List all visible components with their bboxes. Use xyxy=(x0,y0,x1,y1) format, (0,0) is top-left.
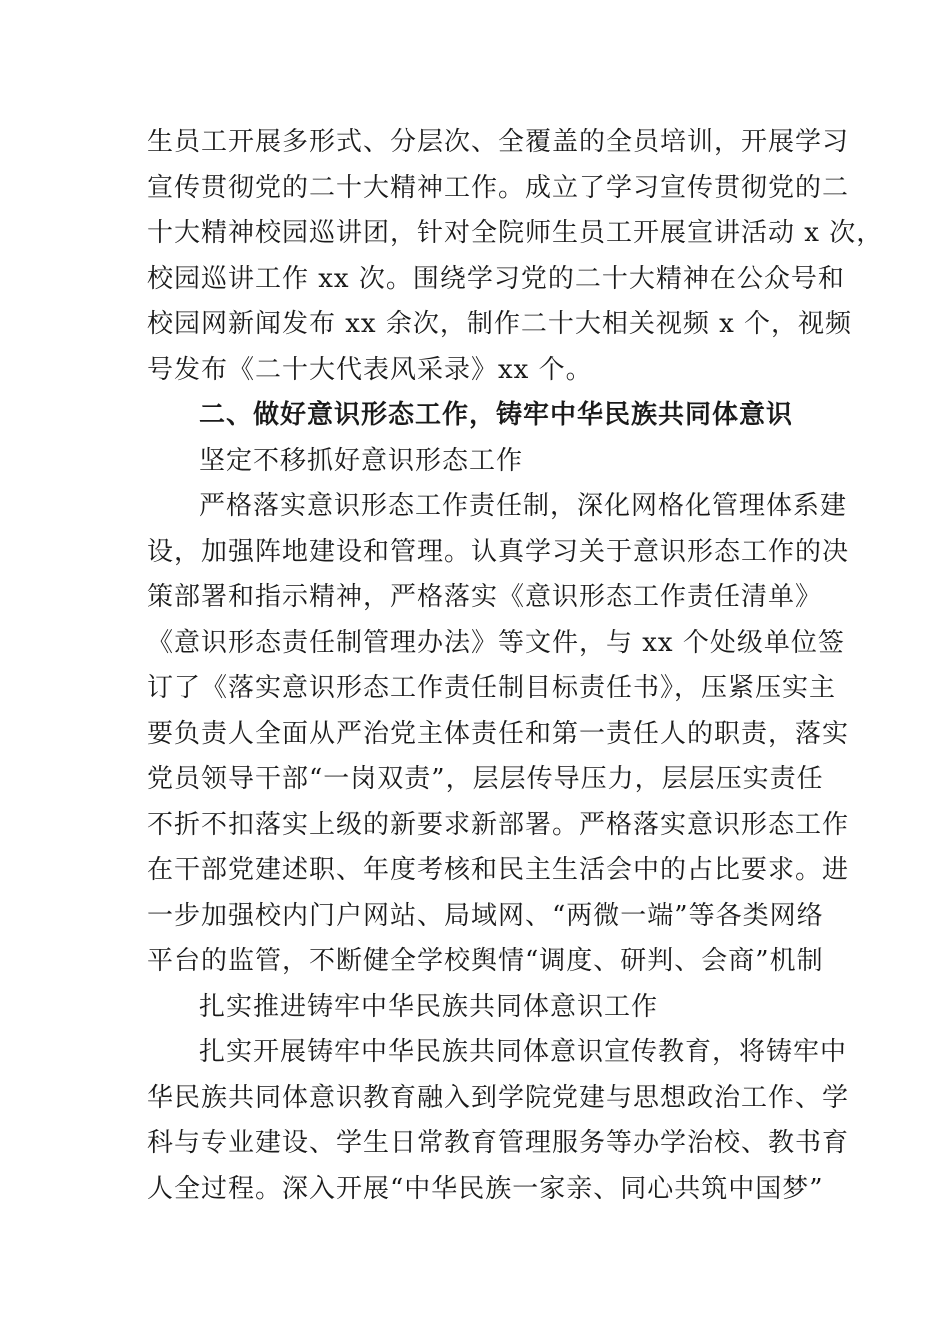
text-line: 人全过程。深入开展“中华民族一家亲、同心共筑中国梦” xyxy=(147,1173,824,1204)
ideology-paragraph xyxy=(147,484,850,985)
text-line: 严格落实意识形态工作责任制，深化网格化管理体系建 xyxy=(199,491,848,521)
text-line: 一步加强校内门户网站、局域网、“两微一端”等各类网络 xyxy=(147,900,824,931)
text-line: 党员领导干部“一岗双责”，层层传导压力，层层压实责任 xyxy=(147,764,824,794)
text-line: 策部署和指示精神，严格落实《意识形态工作责任清单》 xyxy=(147,582,823,612)
text-line: 十大精神校园巡讲团，针对全院师生员工开展宣讲活动 x 次， xyxy=(147,218,884,248)
text-line: 不折不扣落实上级的新要求新部署。严格落实意识形态工作 xyxy=(147,809,850,840)
intro-paragraph xyxy=(147,120,884,393)
text-line: 宣传贯彻党的二十大精神工作。成立了学习宣传贯彻党的二 xyxy=(147,172,850,203)
text-line: 设，加强阵地建设和管理。认真学习关于意识形态工作的决 xyxy=(147,536,850,567)
text-line: 号发布《二十大代表风采录》xx 个。 xyxy=(147,354,593,385)
document-body xyxy=(147,120,884,1212)
section-heading: 二、做好意识形态工作，铸牢中华民族共同体意识 xyxy=(199,400,794,430)
text-line: 生员工开展多形式、分层次、全覆盖的全员培训，开展学习 xyxy=(147,127,850,157)
text-line: 平台的监管，不断健全学校舆情“调度、研判、会商”机制 xyxy=(147,946,824,976)
text-line: 科与专业建设、学生日常教育管理服务等办学治校、教书育 xyxy=(147,1128,850,1158)
text-line: 校园巡讲工作 xx 次。围绕学习党的二十大精神在公众号和 xyxy=(147,263,845,294)
text-line: 要负责人全面从严治党主体责任和第一责任人的职责，落实 xyxy=(147,718,850,749)
text-line: 华民族共同体意识教育融入到学院党建与思想政治工作、学 xyxy=(147,1082,850,1113)
subsection-title-ideology: 坚定不移抓好意识形态工作 xyxy=(199,445,524,476)
text-line: 《意识形态责任制管理办法》等文件，与 xx 个处级单位签 xyxy=(147,627,845,658)
community-paragraph xyxy=(147,1030,850,1212)
text-line: 校园网新闻发布 xx 余次，制作二十大相关视频 x 个，视频 xyxy=(147,309,853,339)
text-line: 扎实开展铸牢中华民族共同体意识宣传教育，将铸牢中 xyxy=(199,1037,848,1067)
text-line: 在干部党建述职、年度考核和民主生活会中的占比要求。进 xyxy=(147,855,850,885)
subsection-title-community: 扎实推进铸牢中华民族共同体意识工作 xyxy=(199,991,659,1022)
text-line: 订了《落实意识形态工作责任制目标责任书》，压紧压实主 xyxy=(147,673,837,703)
